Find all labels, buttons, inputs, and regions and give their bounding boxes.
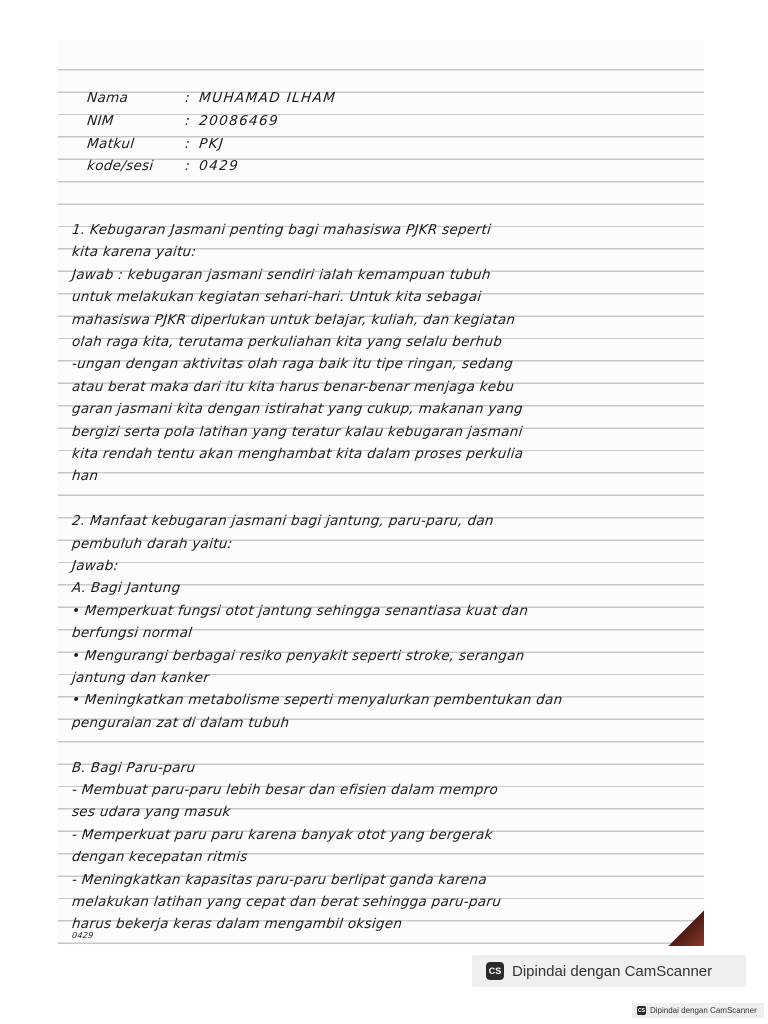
identity-value: 0429 — [198, 158, 240, 174]
handwritten-line: -ungan dengan aktivitas olah raga baik itu tipe ringan, sedang — [71, 356, 515, 373]
handwritten-line: mahasiswa PJKR diperlukan untuk belajar, kuliah, dan kegiatan — [71, 311, 517, 328]
handwritten-line: - Meningkatkan kapasitas paru-paru berlipat ganda karena — [71, 871, 488, 888]
identity-sep: : — [184, 158, 191, 174]
handwritten-line: - Membuat paru-paru lebih besar dan efisien dalam mempro — [71, 782, 499, 798]
identity-sep: : — [184, 113, 191, 129]
camscanner-watermark — [472, 955, 746, 987]
camscanner-text-small: Dipindai dengan CamScanner — [650, 1006, 757, 1015]
handwritten-line: garan jasmani kita dengan istirahat yang cukup, makanan yang — [71, 401, 524, 418]
identity-label: NIM — [86, 113, 115, 129]
handwritten-line: olah raga kita, terutama perkuliahan kita yang selalu berhub — [71, 334, 504, 350]
handwritten-line: kita rendah tentu akan menghambat kita dalam proses perkulia — [71, 446, 525, 462]
handwritten-line: ses udara yang masuk — [71, 804, 232, 821]
handwritten-line: penguraian zat di dalam tubuh — [71, 714, 291, 731]
handwritten-line: • Mengurangi berbagai resiko penyakit seperti stroke, serangan — [71, 647, 526, 664]
handwritten-line: B. Bagi Paru-paru — [71, 759, 197, 776]
handwritten-line: Jawab: — [71, 558, 120, 574]
handwritten-line: melakukan latihan yang cepat dan berat sehingga paru-paru — [71, 894, 502, 910]
camscanner-watermark-small — [632, 1003, 764, 1018]
handwritten-line: dengan kecepatan ritmis — [71, 849, 249, 866]
notebook-page — [58, 40, 704, 945]
handwritten-line: A. Bagi Jantung — [71, 580, 182, 597]
camscanner-logo-small-icon: CS — [638, 1007, 645, 1014]
handwritten-line: berfungsi normal — [71, 625, 194, 642]
handwritten-line: - Memperkuat paru paru karena banyak otot yang bergerak — [71, 826, 494, 843]
handwritten-line: 2. Manfaat kebugaran jasmani bagi jantung, paru-paru, dan — [71, 513, 495, 530]
identity-label: kode/sesi — [86, 158, 155, 174]
handwritten-line: atau berat maka dari itu kita harus benar-benar menjaga kebu — [71, 378, 515, 395]
handwritten-line: • Memperkuat fungsi otot jantung sehingga senantiasa kuat dan — [71, 602, 530, 619]
identity-label: Matkul — [86, 136, 136, 152]
identity-sep: : — [184, 136, 191, 152]
handwritten-line: kita karena yaitu: — [71, 244, 198, 261]
identity-value: MUHAMAD ILHAM — [198, 90, 338, 106]
identity-value: 20086469 — [198, 113, 280, 129]
identity-value: PKJ — [198, 136, 226, 152]
handwritten-line: 1. Kebugaran Jasmani penting bagi mahasiswa PJKR seperti — [71, 222, 492, 238]
identity-sep: : — [184, 90, 191, 106]
handwritten-line: Jawab : kebugaran jasmani sendiri ialah kemampuan tubuh — [71, 266, 492, 283]
page-corner-shadow — [660, 910, 704, 946]
handwritten-line: jantung dan kanker — [71, 670, 211, 686]
handwritten-line: 0429 — [71, 931, 95, 940]
handwritten-line: bergizi serta pola latihan yang teratur kalau kebugaran jasmani — [71, 423, 524, 440]
camscanner-text: Dipindai dengan CamScanner — [512, 962, 713, 980]
handwritten-line: harus bekerja keras dalam mengambil oksigen — [71, 916, 404, 933]
camscanner-logo-icon: CS — [486, 962, 504, 980]
identity-label: Nama — [86, 90, 129, 106]
handwritten-line: • Meningkatkan metabolisme seperti menyalurkan pembentukan dan — [71, 692, 564, 709]
handwritten-line: pembuluh darah yaitu: — [71, 535, 234, 552]
handwritten-line: untuk melakukan kegiatan sehari-hari. Untuk kita sebagai — [71, 289, 483, 306]
handwritten-line: han — [71, 468, 100, 485]
